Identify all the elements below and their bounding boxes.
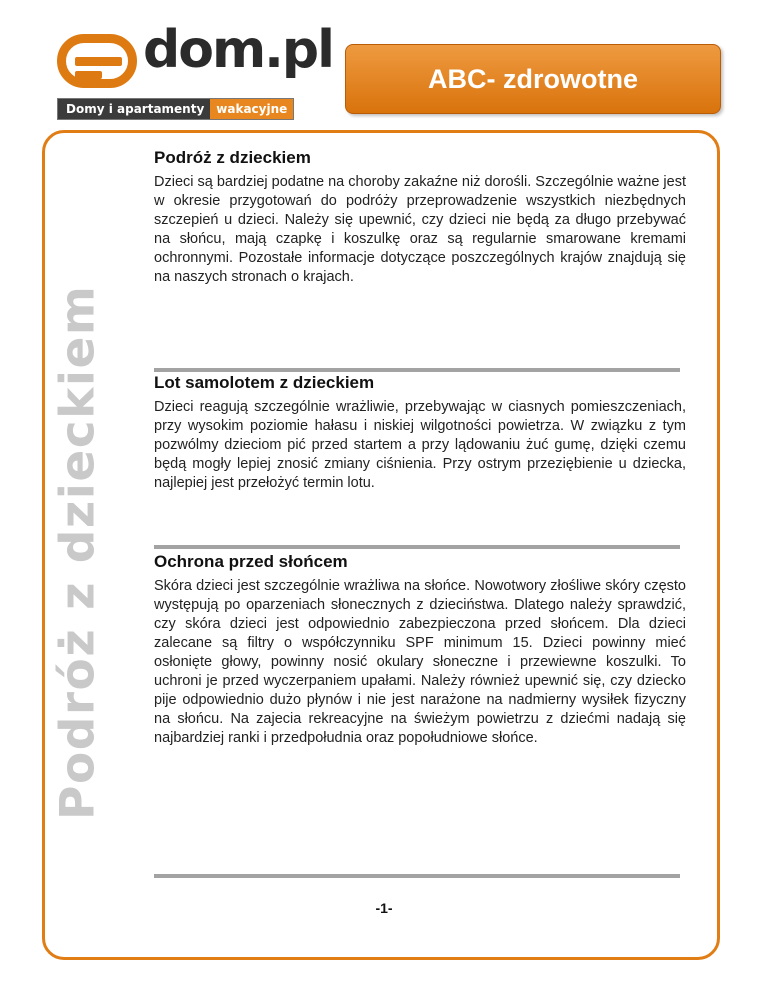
tagline-part1: Domy i apartamenty bbox=[58, 99, 210, 119]
section-title: Podróż z dzieckiem bbox=[154, 148, 311, 167]
section-flight bbox=[154, 373, 686, 493]
header-title: ABC- zdrowotne bbox=[428, 63, 638, 94]
section-travel bbox=[154, 148, 686, 287]
page-number: -1- bbox=[375, 900, 393, 916]
logo-tagline bbox=[57, 98, 294, 120]
section-text: Dzieci reagują szczególnie wrażliwie, przebywając w ciasnych pomieszczeniach, przy wysokim poziomie hałasu i niskiej wilgotności powietrza. W związku z tym pozwólmy dzieciom pić przed startem a przy lądowaniu żuć gumę, dzięki czemu będą mogły lepiej znosić zmiany ciśnienia. Przy ostrym przeziębienie u dziecka, najlepiej jest przełożyć termin lotu. bbox=[154, 399, 686, 491]
tagline-part2: wakacyjne bbox=[210, 99, 293, 119]
section-divider bbox=[154, 874, 680, 878]
e-letter-icon bbox=[57, 34, 137, 88]
vertical-side-title: Podróż z dzieckiem bbox=[50, 284, 106, 820]
brand-logo bbox=[57, 20, 333, 120]
header-banner bbox=[345, 44, 721, 114]
logo-text: dom.pl bbox=[143, 20, 333, 80]
section-divider bbox=[154, 545, 680, 549]
section-text: Skóra dzieci jest szczególnie wrażliwa na słońce. Nowotwory złośliwe skóry często występują po oparzeniach słonecznych z dzieciństwa. Dlatego należy sprawdzić, czy skóra dzieci jest odpowiednio zabezpieczona przed słońcem. Dla dzieci zalecane są filtry o współczynniku SPF minimum 15. Dzieci powinny mieć osłonięte głowy, powinny nosić okulary słoneczne i przewiewne koszulki. To uchroni je przed wyczerpaniem upałami. Należy również upewnić się, czy dziecko pije odpowiednio dużo płynów i nie jest narażone na nadmierny wysiłek fizyczny na słońcu. Na zajecia rekreacyjne na świeżym powietrzu z dziećmi nadają się najbardziej ranki i przedpołudnia oraz popołudniowe słońce. bbox=[154, 578, 686, 746]
section-divider bbox=[154, 368, 680, 372]
section-text: Dzieci są bardziej podatne na choroby zakaźne niż dorośli. Szczególnie ważne jest w okresie przygotowań do podróży przeprowadzenie wszystkich niezbędnych szczepień u dzieci. Należy się upewnić, czy dzieci nie będą za długo przebywać na słońcu, mają czapkę i koszulkę oraz są regularnie smarowane kremami ochronnymi. Pozostałe informacje dotyczące poszczególnych krajów znajdują się na naszych stronach o krajach. bbox=[154, 174, 686, 285]
section-sun-protection bbox=[154, 552, 686, 748]
section-title: Lot samolotem z dzieckiem bbox=[154, 373, 375, 392]
section-title: Ochrona przed słońcem bbox=[154, 552, 348, 571]
